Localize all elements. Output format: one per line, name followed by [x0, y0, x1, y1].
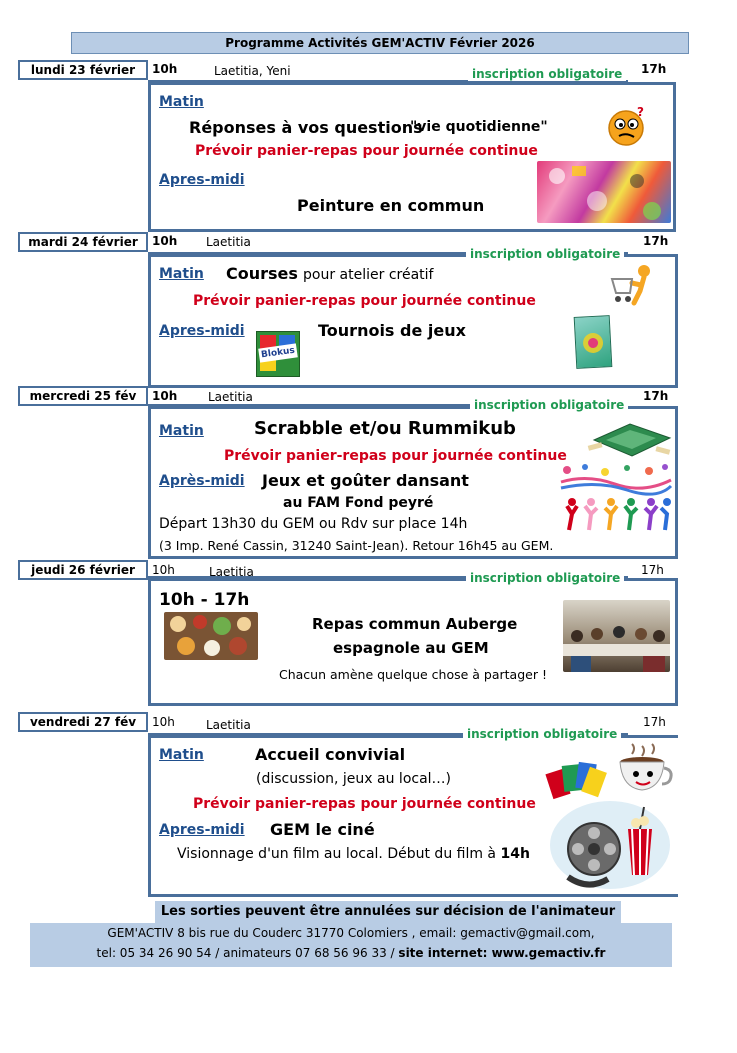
- matin-activity: Réponses à vos questions: [189, 118, 423, 137]
- matin-activity-line: [226, 264, 433, 283]
- start-time: 10h: [152, 563, 175, 577]
- end-time: 17h: [643, 715, 666, 729]
- matin-quote: "vie quotidienne": [410, 119, 548, 135]
- animators: Laetitia: [209, 565, 254, 579]
- dancing-party-image: [557, 462, 673, 532]
- aprem-detail: Visionnage d'un film au local. Début du film à: [177, 846, 497, 862]
- coffee-cup-icon: [612, 738, 674, 794]
- shopping-cart-icon: [608, 263, 656, 307]
- aprem-detail-line: [177, 846, 530, 862]
- contact-phones: tel: 05 34 26 90 54 / animateurs 07 68 56 96 33 /: [96, 946, 395, 960]
- end-time: 17h: [643, 389, 669, 403]
- contact-line-1: GEM'ACTIV 8 bis rue du Couderc 31770 Colomiers , email: gemactiv@gmail.com,: [107, 926, 595, 940]
- blokus-box-image: [256, 331, 300, 377]
- hours: 10h - 17h: [159, 590, 250, 610]
- inscription-note: inscription obligatoire: [468, 67, 626, 81]
- day-label: jeudi 26 février: [18, 560, 148, 580]
- matin-label: Matin: [159, 423, 204, 439]
- inscription-note: inscription obligatoire: [466, 247, 624, 261]
- panier-note: Prévoir panier-repas pour journée continue: [224, 448, 567, 464]
- aprem-activity: GEM le ciné: [270, 820, 375, 839]
- end-time: 17h: [643, 234, 669, 248]
- game-box-image: [574, 315, 613, 369]
- painting-photo: [537, 161, 671, 223]
- contact-info: [30, 923, 672, 967]
- panier-note: Prévoir panier-repas pour journée continue: [193, 796, 536, 812]
- matin-label: Matin: [159, 266, 204, 282]
- matin-activity-rest: pour atelier créatif: [303, 267, 434, 283]
- day-label: mardi 24 février: [18, 232, 148, 252]
- animators: Laetitia, Yeni: [214, 64, 291, 78]
- panier-note: Prévoir panier-repas pour journée continue: [195, 143, 538, 159]
- aprem-depart: Départ 13h30 du GEM ou Rdv sur place 14h: [159, 516, 468, 532]
- animators: Laetitia: [208, 390, 253, 404]
- day-label: vendredi 27 fév: [18, 712, 148, 732]
- note: Chacun amène quelque chose à partager !: [279, 667, 547, 682]
- start-time: 10h: [152, 62, 178, 76]
- inscription-note: inscription obligatoire: [466, 571, 624, 585]
- svg-text:?: ?: [637, 106, 644, 119]
- matin-activity: Accueil convivial: [255, 745, 406, 764]
- cancellation-notice: Les sorties peuvent être annulées sur décision de l'animateur: [155, 901, 621, 923]
- aprem-label: Apres-midi: [159, 822, 245, 838]
- aprem-activity: Jeux et goûter dansant: [262, 471, 469, 490]
- animators: Laetitia: [206, 235, 251, 249]
- page-title: Programme Activités GEM'ACTIV Février 2026: [71, 32, 689, 54]
- group-meal-photo: [563, 600, 670, 672]
- matin-activity: Courses: [226, 264, 298, 283]
- playing-cards-icon: [545, 757, 607, 801]
- animators: Laetitia: [206, 718, 251, 732]
- matin-label: Matin: [159, 747, 204, 763]
- aprem-label: Après-midi: [159, 473, 245, 489]
- aprem-place: au FAM Fond peyré: [283, 495, 434, 511]
- end-time: 17h: [641, 563, 664, 577]
- website-link[interactable]: site internet: www.gemactiv.fr: [398, 946, 606, 960]
- aprem-label: Apres-midi: [159, 323, 245, 339]
- aprem-address: (3 Imp. René Cassin, 31240 Saint-Jean). Retour 16h45 au GEM.: [159, 538, 554, 553]
- thinking-face-icon: [604, 106, 648, 148]
- end-time: 17h: [641, 62, 667, 76]
- matin-activity: Scrabble et/ou Rummikub: [254, 418, 516, 439]
- panier-note: Prévoir panier-repas pour journée continue: [193, 293, 536, 309]
- matin-detail: (discussion, jeux au local…): [256, 771, 452, 787]
- start-time: 10h: [152, 234, 178, 248]
- aprem-time: 14h: [500, 846, 530, 862]
- scrabble-board-image: [586, 422, 672, 458]
- aprem-activity: Tournois de jeux: [318, 321, 466, 340]
- film-reel-icon: [548, 799, 672, 891]
- activity-line-1: Repas commun Auberge: [312, 615, 518, 633]
- matin-label: Matin: [159, 94, 204, 110]
- day-label: mercredi 25 fév: [18, 386, 148, 406]
- day-label: lundi 23 février: [18, 60, 148, 80]
- start-time: 10h: [152, 389, 178, 403]
- contact-line-2: [30, 943, 672, 963]
- activity-line-2: espagnole au GEM: [333, 639, 489, 657]
- shared-meal-image: [164, 612, 258, 660]
- aprem-label: Apres-midi: [159, 172, 245, 188]
- start-time: 10h: [152, 715, 175, 729]
- inscription-note: inscription obligatoire: [470, 398, 628, 412]
- aprem-activity: Peinture en commun: [297, 196, 485, 215]
- inscription-note: inscription obligatoire: [463, 727, 621, 741]
- blokus-box-text: Blokus: [258, 343, 298, 362]
